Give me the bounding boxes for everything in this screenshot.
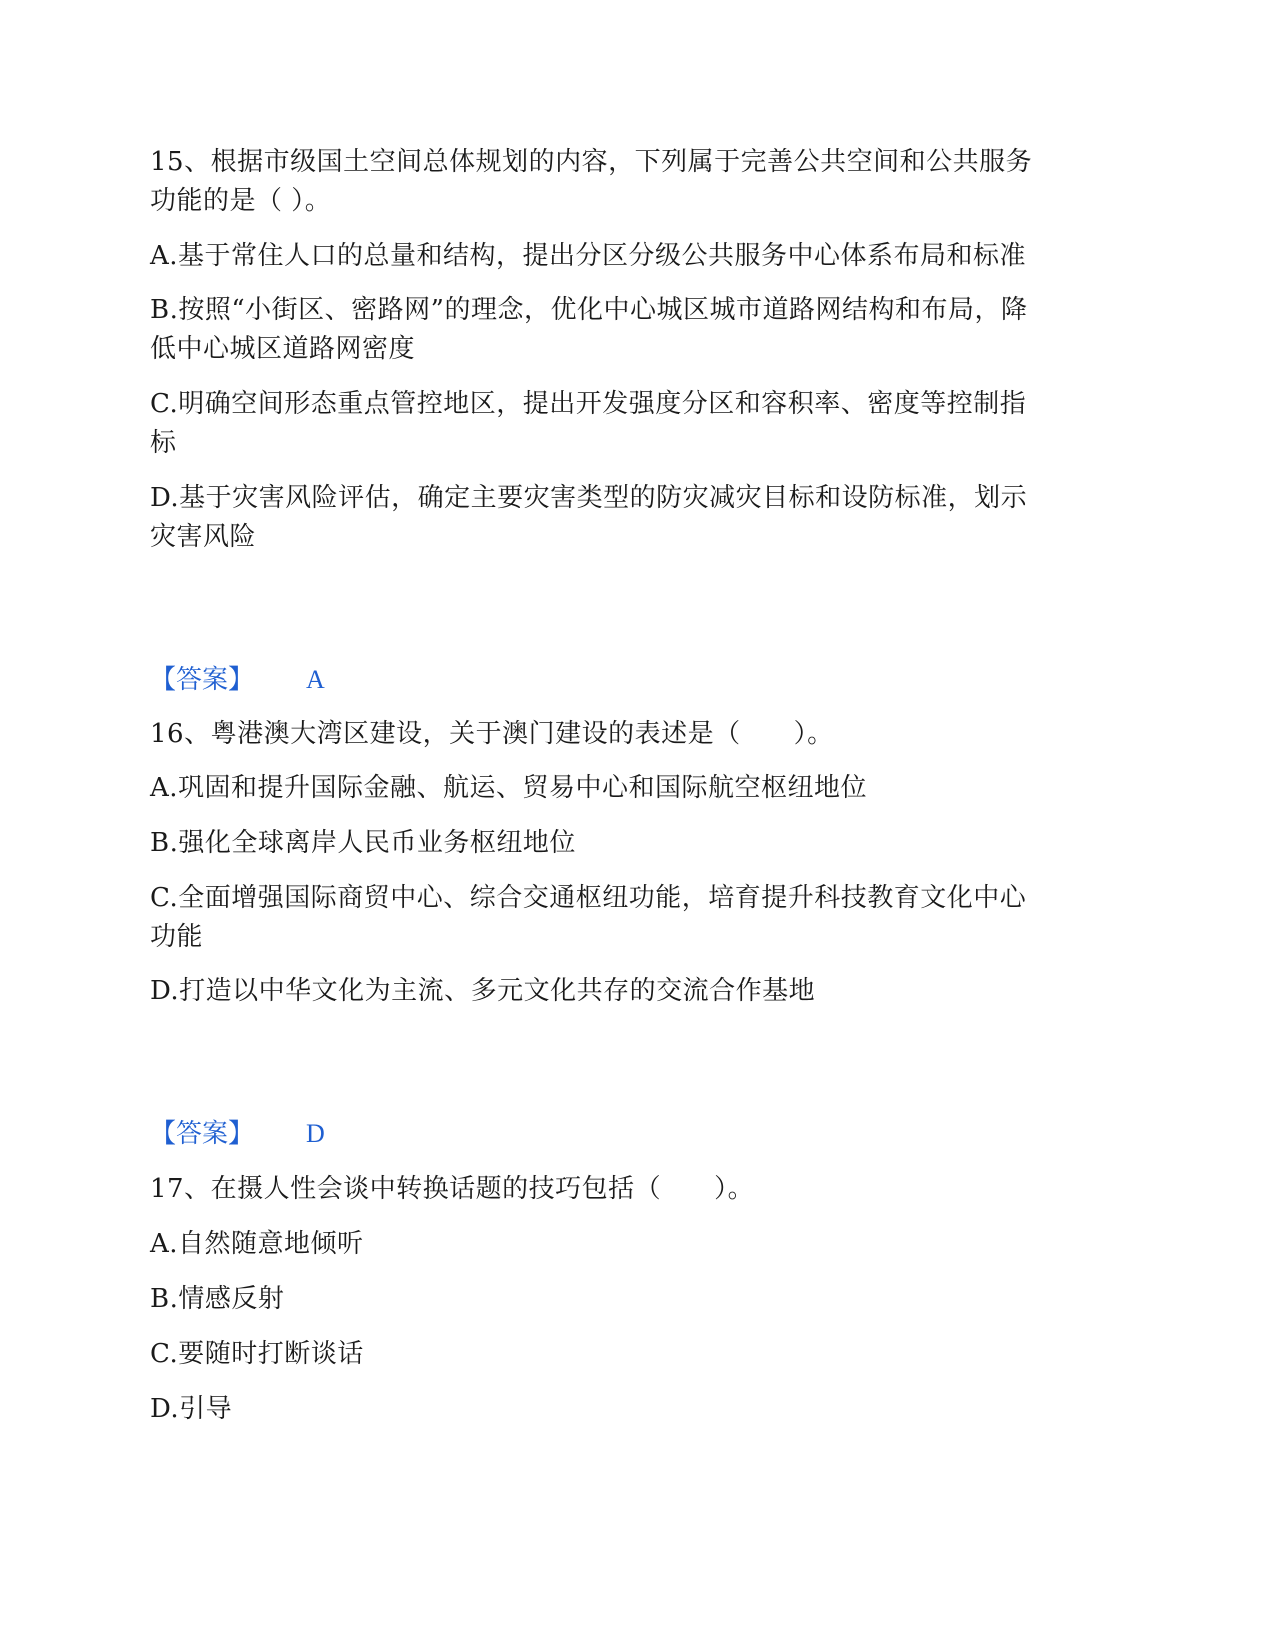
q16-stem: 16、粤港澳大湾区建设，关于澳门建设的表述是（ ）。 — [150, 719, 834, 749]
q15-answer — [150, 660, 325, 700]
q17-stem: 17、在摄人性会谈中转换话题的技巧包括（ ）。 — [150, 1174, 755, 1204]
q17-option-b: B.情感反射 — [150, 1284, 285, 1314]
q16-option-c-line2: 功能 — [150, 922, 204, 952]
q15-option-a: A.基于常住人口的总量和结构，提出分区分级公共服务中心体系布局和标准 — [150, 241, 1027, 271]
q16-option-d: D.打造以中华文化为主流、多元文化共存的交流合作基地 — [150, 976, 816, 1006]
answer-value: D — [306, 1119, 325, 1148]
q15-stem-line2: 功能的是（ ）。 — [150, 186, 332, 216]
q17-option-d: D.引导 — [150, 1394, 233, 1424]
q16-answer — [150, 1114, 325, 1154]
answer-label: 【答案】 — [150, 665, 255, 695]
q15-option-c-line2: 标 — [150, 428, 177, 458]
q17-option-a: A.自然随意地倾听 — [150, 1229, 364, 1259]
answer-value: A — [306, 665, 325, 694]
q15-stem-line1: 15、根据市级国土空间总体规划的内容，下列属于完善公共空间和公共服务 — [150, 147, 1033, 177]
q17-option-c: C.要随时打断谈话 — [150, 1339, 364, 1369]
q16-option-b: B.强化全球离岸人民币业务枢纽地位 — [150, 828, 576, 858]
q16-option-c-line1: C.全面增强国际商贸中心、综合交通枢纽功能，培育提升科技教育文化中心 — [150, 883, 1027, 913]
q15-option-b-line1: B.按照“小街区、密路网”的理念，优化中心城区城市道路网结构和布局，降 — [150, 295, 1028, 325]
q15-option-c-line1: C.明确空间形态重点管控地区，提出开发强度分区和容积率、密度等控制指 — [150, 389, 1027, 419]
q15-option-b-line2: 低中心城区道路网密度 — [150, 334, 416, 364]
q15-option-d-line1: D.基于灾害风险评估，确定主要灾害类型的防灾减灾目标和设防标准，划示 — [150, 483, 1028, 513]
answer-label: 【答案】 — [150, 1119, 255, 1149]
q15-option-d-line2: 灾害风险 — [150, 522, 257, 552]
q16-option-a: A.巩固和提升国际金融、航运、贸易中心和国际航空枢纽地位 — [150, 773, 868, 803]
